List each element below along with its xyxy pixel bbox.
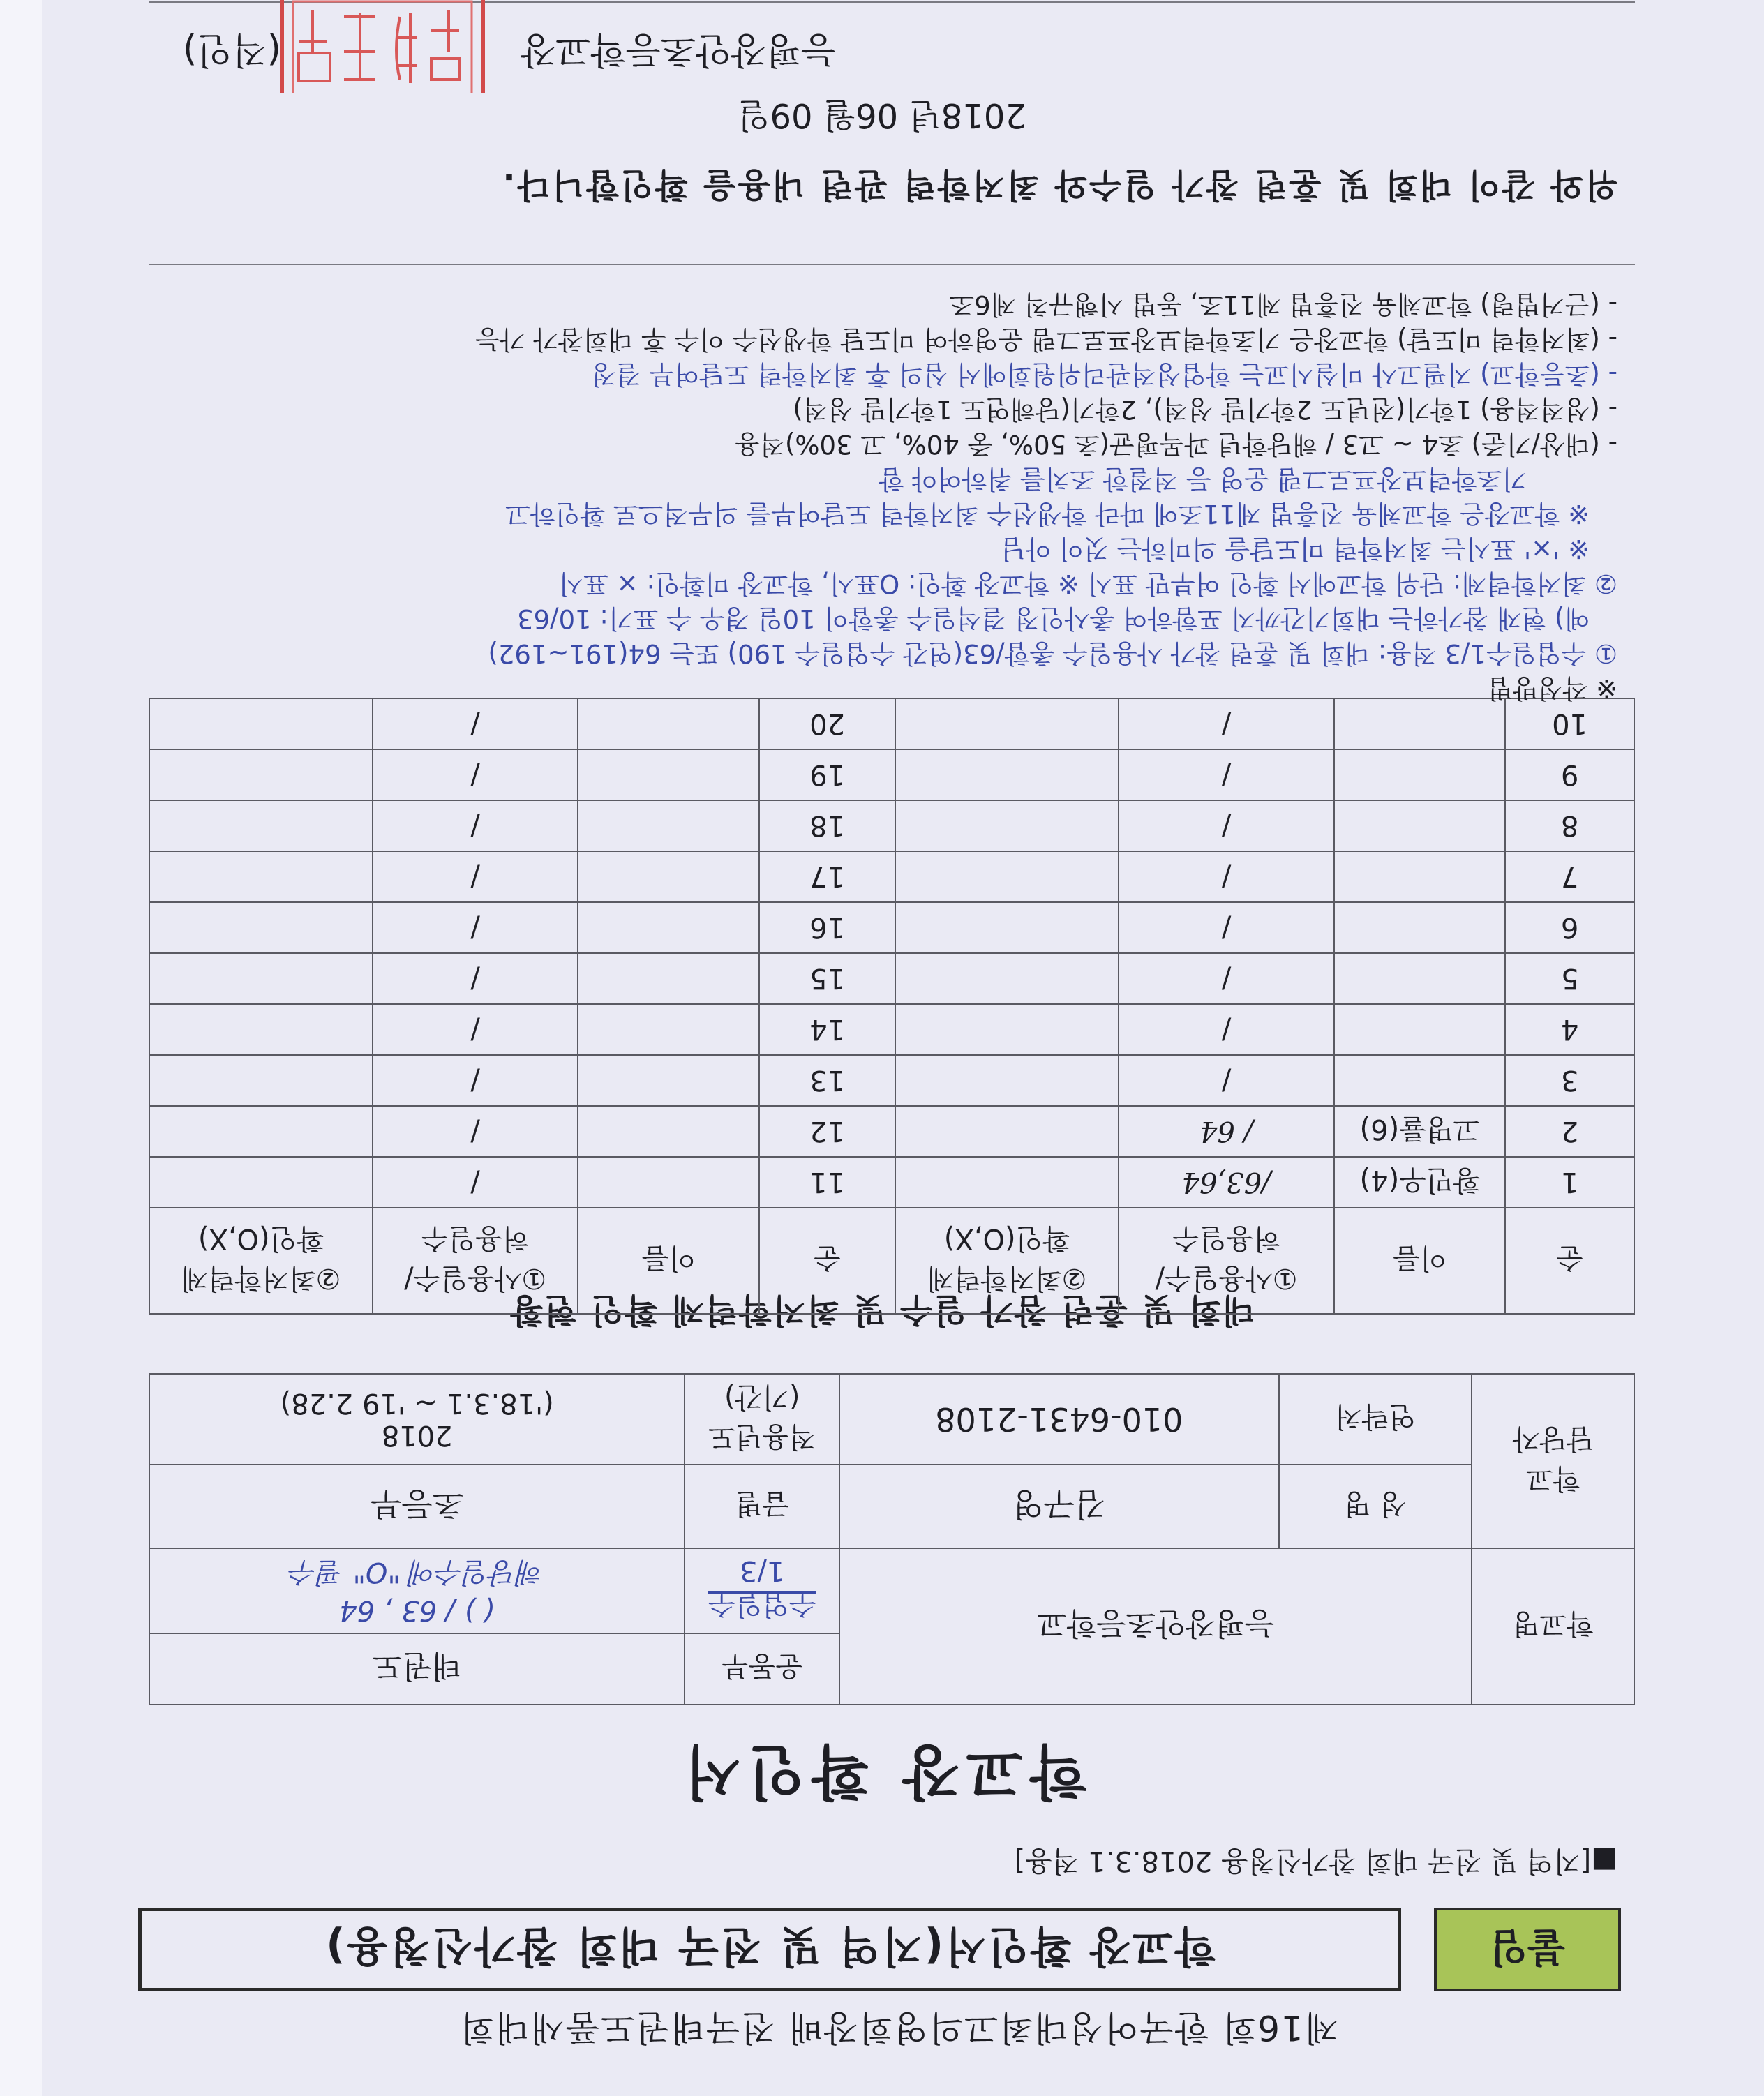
participant-name — [1334, 749, 1505, 800]
participant-name — [1334, 1004, 1505, 1055]
academic-check — [895, 902, 1119, 953]
info-label: 학교명 — [1472, 1548, 1634, 1705]
days-used: / — [1119, 749, 1335, 800]
table-row — [149, 1055, 1634, 1106]
col-header: ①사용일수/ 허용일수 — [373, 1208, 578, 1314]
section-title: 대회 및 훈련 참가 일수 및 최저학력제 확인 현황 — [509, 1291, 1255, 1330]
info-label: 연락처 — [1279, 1374, 1472, 1465]
participant-name — [1334, 902, 1505, 953]
participant-name — [578, 749, 759, 800]
note-line: - (성적적용) 1학기(전년도 2학기말 성적), 2학기(당해연도 1학기말 성적) — [793, 394, 1617, 424]
col-header: ①사용일수/ 허용일수 — [1119, 1208, 1335, 1314]
row-number: 10 — [1505, 698, 1634, 749]
note-line: 예) 현재 참가하는 대회기간까지 포함하여 총사인정 결석일수 총합이 10일 경우 수 표기: 10/63 — [517, 604, 1590, 634]
school-seal-stamp — [278, 0, 487, 93]
days-used: / — [1119, 800, 1335, 851]
row-number: 7 — [1505, 851, 1634, 902]
academic-check — [149, 1106, 373, 1157]
participant-name — [1334, 698, 1505, 749]
table-row — [149, 1106, 1634, 1157]
seal-label: (직인) — [182, 29, 281, 70]
days-used: / 64 — [1119, 1106, 1335, 1157]
participant-name — [1334, 1055, 1505, 1106]
row-number: 17 — [759, 851, 895, 902]
signing-school: 능평장안초등학교장 — [520, 29, 836, 70]
row-number: 14 — [759, 1004, 895, 1055]
note-line: ※ '×' 표시는 최저학력 미도달을 의미하는 것이 아님 — [1001, 534, 1590, 564]
participant-name — [578, 902, 759, 953]
participant-name — [578, 1106, 759, 1157]
col-header: 이름 — [578, 1208, 759, 1314]
confirmation-text: 위와 같이 대회 및 훈련 참가 일수와 최저학력 관련 내용을 확인합니다. — [500, 165, 1617, 204]
col-header: 순 — [1505, 1208, 1634, 1314]
row-number: 20 — [759, 698, 895, 749]
table-row — [149, 800, 1634, 851]
days-used: / — [1119, 698, 1335, 749]
academic-check — [895, 1055, 1119, 1106]
days-used: / — [373, 800, 578, 851]
event-name: 태권도 — [149, 1633, 685, 1705]
scan-margin — [0, 0, 42, 2096]
days-used: / — [373, 1055, 578, 1106]
participant-name — [1334, 953, 1505, 1004]
academic-check — [149, 953, 373, 1004]
participant-name: 황민우(4) — [1334, 1157, 1505, 1208]
row-number: 18 — [759, 800, 895, 851]
notes-heading: ※ 작성방법 — [1488, 673, 1617, 703]
info-label: 학교 담당자 — [1472, 1374, 1634, 1548]
days-used: / — [1119, 902, 1335, 953]
academic-check — [895, 1004, 1119, 1055]
manager-name: 김구영 — [839, 1465, 1278, 1548]
notes — [138, 287, 1617, 705]
row-number: 15 — [759, 953, 895, 1004]
form-title: 학교장 확인서(지역 및 전국 대회 참가신청용) — [138, 1908, 1401, 1991]
days-used: / — [373, 902, 578, 953]
divider — [149, 264, 1635, 265]
days-used: / — [373, 1004, 578, 1055]
days-used: / — [1119, 1004, 1335, 1055]
days-used: / — [373, 851, 578, 902]
academic-check — [895, 851, 1119, 902]
school-grade: 초등부 — [149, 1465, 685, 1548]
participant-name — [578, 851, 759, 902]
applied-year: 2018 ('18.3.1 ~ '19 2.28) — [149, 1374, 685, 1465]
contact-number: 010-6431-2108 — [839, 1374, 1278, 1465]
table-row — [149, 1157, 1634, 1208]
note-line: - (초등학교) 지필고사 미실시교는 학업성적관리위원회에서 심의 후 최저학력 도달여부 결정 — [591, 359, 1617, 389]
row-number: 16 — [759, 902, 895, 953]
row-number: 8 — [1505, 800, 1634, 851]
row-number: 3 — [1505, 1055, 1634, 1106]
info-label: 적용년도 (기간) — [685, 1374, 839, 1465]
participant-name — [578, 953, 759, 1004]
days-used: / — [373, 953, 578, 1004]
academic-check — [149, 698, 373, 749]
organization-header: 제16회 한국어성대최고의영회장배 전국태권도품새대회 — [458, 2007, 1339, 2048]
participant-name — [578, 1004, 759, 1055]
col-header: ②최저학력제 확인(O,X) — [149, 1208, 373, 1314]
days-used: / — [373, 749, 578, 800]
table-row — [149, 851, 1634, 902]
row-number: 12 — [759, 1106, 895, 1157]
school-name: 능평장안초등학교 — [839, 1548, 1472, 1705]
row-number: 4 — [1505, 1004, 1634, 1055]
row-number: 5 — [1505, 953, 1634, 1004]
academic-check — [149, 1055, 373, 1106]
academic-check — [895, 749, 1119, 800]
academic-check — [149, 1004, 373, 1055]
academic-check — [895, 698, 1119, 749]
info-label: 운동부 — [685, 1633, 839, 1705]
academic-check — [895, 1157, 1119, 1208]
row-number: 9 — [1505, 749, 1634, 800]
table-row — [149, 698, 1634, 749]
row-number: 13 — [759, 1055, 895, 1106]
class-days-note: ( ) / 63 , 64 해당일수에 "O" 필수 — [149, 1548, 685, 1633]
col-header: 이름 — [1334, 1208, 1505, 1314]
days-used: / — [373, 1157, 578, 1208]
note-line: 기초학력보장프로그램 운영 등 적절한 조치를 취하여야 함 — [879, 464, 1527, 494]
school-info-table — [149, 1373, 1635, 1705]
academic-check — [895, 800, 1119, 851]
table-row — [149, 902, 1634, 953]
days-used: / — [1119, 1055, 1335, 1106]
participant-name — [578, 1055, 759, 1106]
note-line: ① 수업일수1/3 적용: 대회 및 훈련 참가 사용일수 총합/63(연간 수업일수 190) 또는 64(191~192) — [488, 638, 1617, 668]
days-used: / — [1119, 953, 1335, 1004]
col-header: 순 — [759, 1208, 895, 1314]
note-line: ※ 학교장은 학교체육 진흥법 제11조에 따라 학생선수 최저학력 도달여부를 의무적으로 확인하고 — [505, 499, 1590, 529]
row-number: 6 — [1505, 902, 1634, 953]
note-line: - (최저학력 미도달) 학교장은 기초학력보장프로그램 운영하여 미도달 학생선수 이수 후 대회참가 가능 — [474, 324, 1617, 354]
info-label: 성 명 — [1279, 1465, 1472, 1548]
subtitle: ■[지역 및 전국 대회 참가신청용 2018.3.1 적용] — [1014, 1845, 1617, 1877]
row-number: 19 — [759, 749, 895, 800]
participant-name — [578, 800, 759, 851]
note-line: - (대상/기준) 초4 ~ 고3 / 해당학년 과목평균(초 50%, 중 40%, 고 30%)적용 — [735, 429, 1617, 459]
academic-check — [149, 902, 373, 953]
issue-date: 2018년 06월 09일 — [738, 96, 1026, 135]
days-used: / — [373, 698, 578, 749]
table-row — [149, 953, 1634, 1004]
participant-name: 고명률(6) — [1334, 1106, 1505, 1157]
attachment-badge: 붙임 — [1434, 1908, 1621, 1991]
page-title: 학교장 확인서 — [677, 1737, 1087, 1806]
academic-check — [895, 1106, 1119, 1157]
col-header: ②최저학력제 확인(O,X) — [895, 1208, 1119, 1314]
participant-name — [578, 1157, 759, 1208]
row-number: 1 — [1505, 1157, 1634, 1208]
academic-check — [149, 1157, 373, 1208]
class-days-label: 수업일수 1/3 — [685, 1548, 839, 1633]
note-line: - (근거법령) 학교체육 진흥법 제11조, 동법 시행규칙 제6조 — [949, 290, 1617, 320]
row-number: 2 — [1505, 1106, 1634, 1157]
days-used: / — [373, 1106, 578, 1157]
row-number: 11 — [759, 1157, 895, 1208]
academic-check — [149, 800, 373, 851]
academic-check — [895, 953, 1119, 1004]
academic-check — [149, 851, 373, 902]
participant-name — [1334, 851, 1505, 902]
days-used: /63,64 — [1119, 1157, 1335, 1208]
table-row — [149, 1004, 1634, 1055]
info-label: 급별 — [685, 1465, 839, 1548]
participant-name — [1334, 800, 1505, 851]
academic-check — [149, 749, 373, 800]
table-row — [149, 749, 1634, 800]
participation-table — [149, 698, 1635, 1315]
note-line: ② 최저학력제: 단위 학교에서 확인 여부만 표시 ※ 학교장 확인: O표시, 학교장 미확인: × 표시 — [558, 569, 1617, 599]
days-used: / — [1119, 851, 1335, 902]
participant-name — [578, 698, 759, 749]
